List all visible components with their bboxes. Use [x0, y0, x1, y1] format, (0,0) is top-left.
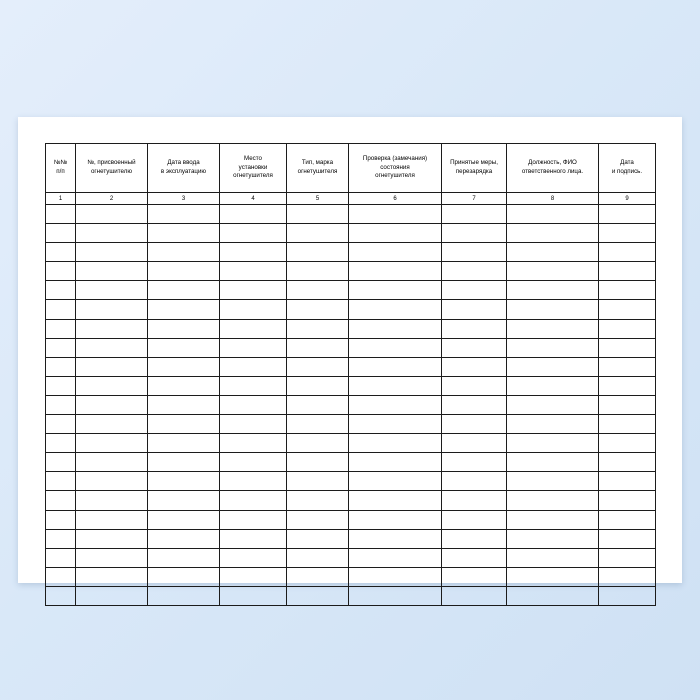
table-cell-col-2[interactable] [76, 548, 148, 567]
table-cell-col-7[interactable] [442, 262, 507, 281]
table-cell-col-5[interactable] [287, 319, 349, 338]
table-cell-col-4[interactable] [220, 415, 287, 434]
header-line: Тип, марка [301, 159, 334, 167]
table-cell-col-5[interactable] [287, 567, 349, 586]
table-cell-col-7[interactable] [442, 224, 507, 243]
table-cell-col-2[interactable] [76, 281, 148, 300]
table-cell-col-4[interactable] [220, 281, 287, 300]
table-cell-col-6[interactable] [349, 529, 442, 548]
table-cell-col-7[interactable] [442, 529, 507, 548]
table-cell-col-9[interactable] [599, 510, 656, 529]
table-cell-col-9[interactable] [599, 262, 656, 281]
table-cell-col-4[interactable] [220, 262, 287, 281]
column-number-row [46, 193, 656, 205]
table-cell-col-8[interactable] [507, 243, 599, 262]
table-cell-col-8[interactable] [507, 319, 599, 338]
column-header-2 [76, 144, 148, 193]
table-cell-col-8[interactable] [507, 262, 599, 281]
table-cell-col-7[interactable] [442, 376, 507, 395]
table-cell-col-1[interactable] [46, 300, 76, 319]
table-cell-col-4[interactable] [220, 243, 287, 262]
header-line: №, присвоенный [87, 159, 136, 167]
table-cell-col-9[interactable] [599, 491, 656, 510]
table-cell-col-4[interactable] [220, 376, 287, 395]
column-number-cell: 4 [220, 193, 287, 205]
column-header-3 [148, 144, 220, 193]
document-sheet [18, 117, 682, 583]
table-cell-col-9[interactable] [599, 319, 656, 338]
header-line: Дата ввода [167, 159, 200, 167]
table-cell-col-6[interactable] [349, 395, 442, 414]
header-line: Дата [620, 159, 634, 167]
table-cell-col-5[interactable] [287, 510, 349, 529]
table-cell-col-4[interactable] [220, 586, 287, 605]
table-cell-col-3[interactable] [148, 300, 220, 319]
table-cell-col-4[interactable] [220, 548, 287, 567]
table-cell-col-5[interactable] [287, 300, 349, 319]
table-cell-col-3[interactable] [148, 319, 220, 338]
table-cell-col-4[interactable] [220, 224, 287, 243]
table-cell-col-3[interactable] [148, 262, 220, 281]
table-cell-col-1[interactable] [46, 548, 76, 567]
table-cell-col-8[interactable] [507, 415, 599, 434]
table-cell-col-4[interactable] [220, 472, 287, 491]
table-cell-col-4[interactable] [220, 395, 287, 414]
table-cell-col-5[interactable] [287, 281, 349, 300]
table-cell-col-1[interactable] [46, 243, 76, 262]
table-cell-col-6[interactable] [349, 491, 442, 510]
table-cell-col-9[interactable] [599, 453, 656, 472]
table-cell-col-3[interactable] [148, 224, 220, 243]
table-cell-col-5[interactable] [287, 243, 349, 262]
table-cell-col-7[interactable] [442, 281, 507, 300]
table-cell-col-1[interactable] [46, 262, 76, 281]
header-line: Принятые меры, [450, 159, 498, 167]
table-cell-col-6[interactable] [349, 586, 442, 605]
table-cell-col-5[interactable] [287, 205, 349, 224]
table-cell-col-8[interactable] [507, 338, 599, 357]
table-cell-col-4[interactable] [220, 319, 287, 338]
table-cell-col-4[interactable] [220, 567, 287, 586]
column-header-5 [287, 144, 349, 193]
table-row [46, 529, 656, 548]
column-number-cell: 5 [287, 193, 349, 205]
table-cell-col-1[interactable] [46, 415, 76, 434]
table-cell-col-4[interactable] [220, 529, 287, 548]
column-number-cell: 8 [507, 193, 599, 205]
table-cell-col-9[interactable] [599, 415, 656, 434]
table-cell-col-1[interactable] [46, 205, 76, 224]
table-cell-col-4[interactable] [220, 357, 287, 376]
table-cell-col-1[interactable] [46, 357, 76, 376]
table-cell-col-7[interactable] [442, 472, 507, 491]
table-cell-col-5[interactable] [287, 357, 349, 376]
table-cell-col-8[interactable] [507, 529, 599, 548]
table-cell-col-9[interactable] [599, 376, 656, 395]
table-cell-col-3[interactable] [148, 434, 220, 453]
table-row [46, 548, 656, 567]
table-cell-col-5[interactable] [287, 262, 349, 281]
table-row [46, 472, 656, 491]
table-cell-col-2[interactable] [76, 224, 148, 243]
table-cell-col-7[interactable] [442, 338, 507, 357]
table-cell-col-5[interactable] [287, 548, 349, 567]
table-cell-col-8[interactable] [507, 281, 599, 300]
table-cell-col-7[interactable] [442, 415, 507, 434]
table-cell-col-3[interactable] [148, 453, 220, 472]
header-line: огнетушителя [233, 172, 273, 180]
table-cell-col-3[interactable] [148, 395, 220, 414]
table-cell-col-2[interactable] [76, 376, 148, 395]
table-cell-col-6[interactable] [349, 548, 442, 567]
table-row [46, 510, 656, 529]
table-cell-col-1[interactable] [46, 529, 76, 548]
table-cell-col-6[interactable] [349, 262, 442, 281]
table-cell-col-1[interactable] [46, 472, 76, 491]
table-cell-col-6[interactable] [349, 338, 442, 357]
table-cell-col-9[interactable] [599, 586, 656, 605]
table-row [46, 434, 656, 453]
table-cell-col-4[interactable] [220, 338, 287, 357]
table-cell-col-2[interactable] [76, 453, 148, 472]
table-cell-col-4[interactable] [220, 510, 287, 529]
table-row [46, 319, 656, 338]
table-cell-col-8[interactable] [507, 491, 599, 510]
table-cell-col-4[interactable] [220, 453, 287, 472]
table-cell-col-6[interactable] [349, 434, 442, 453]
table-cell-col-3[interactable] [148, 376, 220, 395]
table-cell-col-8[interactable] [507, 586, 599, 605]
header-line: п/п [56, 168, 65, 175]
table-cell-col-6[interactable] [349, 510, 442, 529]
table-cell-col-2[interactable] [76, 357, 148, 376]
table-cell-col-2[interactable] [76, 586, 148, 605]
table-row [46, 262, 656, 281]
table-cell-col-3[interactable] [148, 548, 220, 567]
table-cell-col-9[interactable] [599, 281, 656, 300]
table-row [46, 415, 656, 434]
table-cell-col-9[interactable] [599, 357, 656, 376]
table-cell-col-7[interactable] [442, 510, 507, 529]
table-cell-col-2[interactable] [76, 243, 148, 262]
table-cell-col-4[interactable] [220, 434, 287, 453]
table-cell-col-8[interactable] [507, 300, 599, 319]
column-header-9 [599, 144, 656, 193]
table-cell-col-7[interactable] [442, 491, 507, 510]
table-cell-col-1[interactable] [46, 434, 76, 453]
table-cell-col-2[interactable] [76, 529, 148, 548]
table-cell-col-7[interactable] [442, 395, 507, 414]
table-cell-col-6[interactable] [349, 205, 442, 224]
column-header-4 [220, 144, 287, 193]
table-cell-col-6[interactable] [349, 376, 442, 395]
header-line: огнетушителя [297, 168, 338, 175]
table-row [46, 300, 656, 319]
header-line: №№ [53, 159, 68, 167]
table-row [46, 567, 656, 586]
table-row [46, 281, 656, 300]
table-cell-col-8[interactable] [507, 510, 599, 529]
table-cell-col-2[interactable] [76, 510, 148, 529]
table-cell-col-9[interactable] [599, 472, 656, 491]
table-header-row [46, 144, 656, 193]
column-number-cell: 3 [148, 193, 220, 205]
table-cell-col-3[interactable] [148, 529, 220, 548]
table-body [46, 205, 656, 606]
table-cell-col-7[interactable] [442, 586, 507, 605]
table-header [46, 144, 656, 205]
table-cell-col-8[interactable] [507, 548, 599, 567]
column-number-cell: 1 [46, 193, 76, 205]
table-cell-col-1[interactable] [46, 281, 76, 300]
column-header-7 [442, 144, 507, 193]
table-cell-col-1[interactable] [46, 395, 76, 414]
table-cell-col-5[interactable] [287, 586, 349, 605]
table-cell-col-8[interactable] [507, 434, 599, 453]
header-line: Место [244, 154, 262, 162]
table-cell-col-8[interactable] [507, 205, 599, 224]
table-cell-col-6[interactable] [349, 472, 442, 491]
table-cell-col-8[interactable] [507, 453, 599, 472]
table-cell-col-5[interactable] [287, 338, 349, 357]
header-line: установки [238, 163, 268, 171]
table-cell-col-6[interactable] [349, 415, 442, 434]
table-cell-col-9[interactable] [599, 395, 656, 414]
table-cell-col-7[interactable] [442, 319, 507, 338]
table-cell-col-8[interactable] [507, 395, 599, 414]
table-row [46, 205, 656, 224]
table-cell-col-2[interactable] [76, 319, 148, 338]
header-line: Проверка (замечания) [362, 154, 428, 162]
table-cell-col-3[interactable] [148, 586, 220, 605]
table-cell-col-1[interactable] [46, 491, 76, 510]
table-cell-col-1[interactable] [46, 376, 76, 395]
table-cell-col-7[interactable] [442, 548, 507, 567]
table-cell-col-9[interactable] [599, 300, 656, 319]
table-cell-col-1[interactable] [46, 567, 76, 586]
table-cell-col-2[interactable] [76, 205, 148, 224]
table-cell-col-3[interactable] [148, 510, 220, 529]
table-cell-col-5[interactable] [287, 434, 349, 453]
table-cell-col-9[interactable] [599, 243, 656, 262]
header-line: состояния [380, 163, 410, 171]
header-line: и подпись. [611, 168, 643, 175]
table-cell-col-6[interactable] [349, 319, 442, 338]
table-cell-col-1[interactable] [46, 510, 76, 529]
table-cell-col-1[interactable] [46, 338, 76, 357]
table-cell-col-7[interactable] [442, 243, 507, 262]
table-cell-col-9[interactable] [599, 224, 656, 243]
column-number-cell: 2 [76, 193, 148, 205]
table-cell-col-3[interactable] [148, 472, 220, 491]
table-cell-col-6[interactable] [349, 243, 442, 262]
table-cell-col-2[interactable] [76, 262, 148, 281]
column-header-1 [46, 144, 76, 193]
table-cell-col-4[interactable] [220, 205, 287, 224]
table-row [46, 243, 656, 262]
table-cell-col-7[interactable] [442, 357, 507, 376]
table-cell-col-3[interactable] [148, 415, 220, 434]
fire-extinguisher-log-table [45, 143, 656, 606]
header-line: перезарядка [455, 168, 493, 175]
table-cell-col-6[interactable] [349, 567, 442, 586]
table-cell-col-2[interactable] [76, 491, 148, 510]
table-cell-col-8[interactable] [507, 357, 599, 376]
table-area [45, 143, 655, 557]
table-row [46, 586, 656, 605]
table-row [46, 357, 656, 376]
column-header-8 [507, 144, 599, 193]
table-cell-col-1[interactable] [46, 453, 76, 472]
table-cell-col-8[interactable] [507, 567, 599, 586]
table-cell-col-5[interactable] [287, 376, 349, 395]
table-cell-col-8[interactable] [507, 472, 599, 491]
table-cell-col-9[interactable] [599, 567, 656, 586]
table-cell-col-7[interactable] [442, 567, 507, 586]
table-cell-col-7[interactable] [442, 434, 507, 453]
header-line: в эксплуатацию [160, 168, 207, 175]
table-cell-col-6[interactable] [349, 224, 442, 243]
column-number-cell: 6 [349, 193, 442, 205]
table-cell-col-5[interactable] [287, 395, 349, 414]
table-cell-col-3[interactable] [148, 357, 220, 376]
table-cell-col-9[interactable] [599, 548, 656, 567]
table-cell-col-1[interactable] [46, 586, 76, 605]
table-cell-col-6[interactable] [349, 281, 442, 300]
table-cell-col-6[interactable] [349, 453, 442, 472]
table-cell-col-5[interactable] [287, 224, 349, 243]
table-row [46, 491, 656, 510]
column-number-cell: 9 [599, 193, 656, 205]
header-line: огнетушителю [90, 168, 133, 175]
table-cell-col-4[interactable] [220, 491, 287, 510]
table-cell-col-2[interactable] [76, 472, 148, 491]
table-cell-col-2[interactable] [76, 338, 148, 357]
table-cell-col-5[interactable] [287, 529, 349, 548]
table-cell-col-8[interactable] [507, 224, 599, 243]
table-cell-col-7[interactable] [442, 300, 507, 319]
table-cell-col-6[interactable] [349, 300, 442, 319]
table-cell-col-2[interactable] [76, 567, 148, 586]
header-line: ответственного лица. [521, 168, 584, 175]
table-cell-col-1[interactable] [46, 319, 76, 338]
table-cell-col-5[interactable] [287, 415, 349, 434]
table-cell-col-3[interactable] [148, 281, 220, 300]
table-cell-col-2[interactable] [76, 434, 148, 453]
table-row [46, 395, 656, 414]
header-line: огнетушителя [375, 172, 415, 180]
table-cell-col-3[interactable] [148, 243, 220, 262]
table-cell-col-9[interactable] [599, 205, 656, 224]
column-number-cell: 7 [442, 193, 507, 205]
table-row [46, 453, 656, 472]
table-row [46, 224, 656, 243]
table-cell-col-9[interactable] [599, 338, 656, 357]
table-cell-col-1[interactable] [46, 224, 76, 243]
table-cell-col-2[interactable] [76, 300, 148, 319]
table-cell-col-7[interactable] [442, 205, 507, 224]
table-cell-col-3[interactable] [148, 567, 220, 586]
table-cell-col-6[interactable] [349, 357, 442, 376]
table-cell-col-4[interactable] [220, 300, 287, 319]
table-row [46, 376, 656, 395]
header-line: Должность, ФИО [528, 159, 577, 167]
table-cell-col-9[interactable] [599, 434, 656, 453]
table-cell-col-9[interactable] [599, 529, 656, 548]
table-cell-col-5[interactable] [287, 453, 349, 472]
table-cell-col-3[interactable] [148, 205, 220, 224]
table-cell-col-7[interactable] [442, 453, 507, 472]
table-cell-col-3[interactable] [148, 491, 220, 510]
table-cell-col-2[interactable] [76, 415, 148, 434]
table-cell-col-2[interactable] [76, 395, 148, 414]
table-cell-col-5[interactable] [287, 491, 349, 510]
table-cell-col-3[interactable] [148, 338, 220, 357]
table-row [46, 338, 656, 357]
table-cell-col-8[interactable] [507, 376, 599, 395]
table-cell-col-5[interactable] [287, 472, 349, 491]
column-header-6 [349, 144, 442, 193]
